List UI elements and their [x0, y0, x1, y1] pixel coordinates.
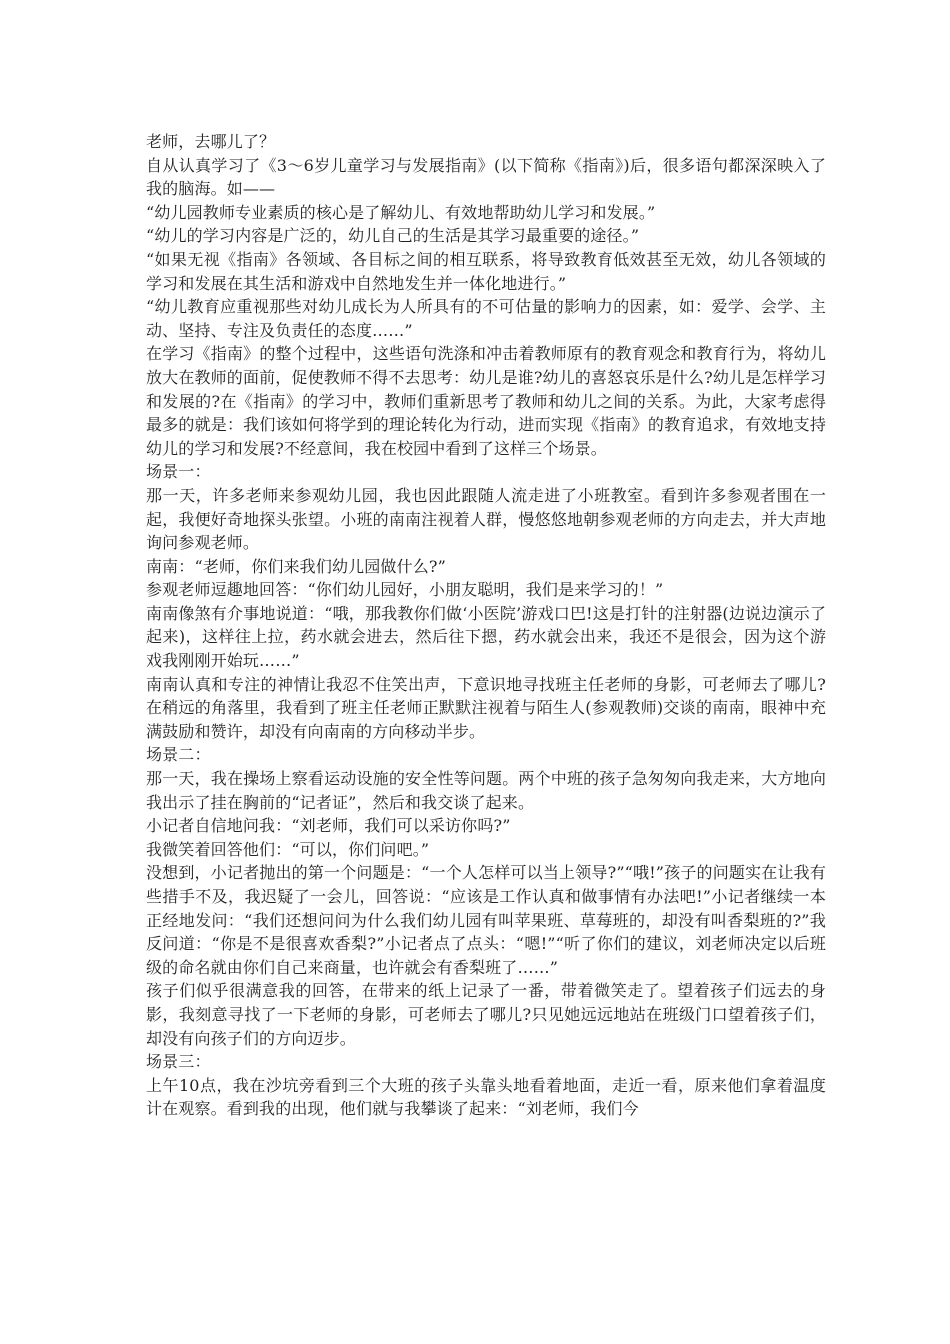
body-paragraph: 那一天，我在操场上察看运动设施的安全性等问题。两个中班的孩子急匆匆向我走来，大方地向我出示了挂在胸前的“记者证”，然后和我交谈了起来。: [146, 769, 826, 812]
body-paragraph: 孩子们似乎很满意我的回答，在带来的纸上记录了一番，带着微笑走了。望着孩子们远去的身影，我刻意寻找了一下老师的身影，可老师去了哪儿?只见她远远地站在班级门口望着孩子们，却没有向孩子们的方向迈步。: [146, 981, 826, 1048]
body-paragraph: 那一天，许多老师来参观幼儿园，我也因此跟随人流走进了小班教室。看到许多参观者围在一起，我便好奇地探头张望。小班的南南注视着人群，慢悠悠地朝参观老师的方向走去，并大声地询问参观老师。: [146, 485, 826, 553]
scene-three-heading: 场景三：: [146, 1052, 211, 1072]
document-body: [146, 130, 826, 1121]
dialogue-paragraph: 小记者自信地问我：“刘老师，我们可以采访你吗?”: [146, 816, 511, 836]
dialogue-paragraph: 参观老师逗趣地回答：“你们幼儿园好，小朋友聪明，我们是来学习的！”: [146, 580, 664, 600]
quote-paragraph: “幼儿教育应重视那些对幼儿成长为人所具有的不可估量的影响力的因素，如：爱学、会学、主动、坚持、专注及负责任的态度……”: [146, 297, 826, 340]
body-paragraph: 在学习《指南》的整个过程中，这些语句洗涤和冲击着教师原有的教育观念和教育行为，将幼儿放大在教师的面前，促使教师不得不去思考：幼儿是谁?幼儿的喜怒哀乐是什么?幼儿是怎样学习和发展的?在《指南》的学习中，教师们重新思考了教师和幼儿之间的关系。为此，大家考虑得最多的就是：我们该如何将学到的理论转化为行动，进而实现《指南》的教育追求，有效地支持幼儿的学习和发展?不经意间，我在校园中看到了这样三个场景。: [146, 344, 826, 458]
body-paragraph: 南南认真和专注的神情让我忍不住笑出声，下意识地寻找班主任老师的身影，可老师去了哪儿?在稍远的角落里，我看到了班主任老师正默默注视着与陌生人(参观教师)交谈的南南，眼神中充满鼓励和赞许，却没有向南南的方向移动半步。: [146, 674, 826, 741]
dialogue-paragraph: 南南：“老师，你们来我们幼儿园做什么?”: [146, 556, 446, 576]
quote-paragraph: “幼儿园教师专业素质的核心是了解幼儿、有效地帮助幼儿学习和发展。”: [146, 202, 656, 222]
quote-paragraph: “如果无视《指南》各领域、各目标之间的相互联系，将导致教育低效甚至无效，幼儿各领域的学习和发展在其生活和游戏中自然地发生并一体化地进行。”: [146, 249, 826, 293]
body-paragraph: 没想到，小记者抛出的第一个问题是：“一个人怎样可以当上领导?”“哦!”孩子的问题实在让我有些措手不及，我迟疑了一会儿，回答说：“应该是工作认真和做事情有办法吧!”小记者继续一本正经地发问：“我们还想问问为什么我们幼儿园有叫苹果班、草莓班的，却没有叫香梨班的?”我反问道：“你是不是很喜欢香梨?”小记者点了点头：“嗯!”“听了你们的建议，刘老师决定以后班级的命名就由你们自己来商量，也许就会有香梨班了……”: [146, 863, 826, 977]
dialogue-paragraph: 我微笑着回答他们：“可以，你们问吧。”: [146, 839, 430, 859]
document-title: 老师，去哪儿了？: [146, 132, 276, 151]
intro-paragraph: 自从认真学习了《3～6岁儿童学习与发展指南》(以下简称《指南》)后，很多语句都深深映入了我的脑海。如——: [146, 155, 826, 199]
body-paragraph: 上午10点，我在沙坑旁看到三个大班的孩子头靠头地看着地面，走近一看，原来他们拿着温度计在观察。看到我的出现，他们就与我攀谈了起来：“刘老师，我们今: [146, 1075, 826, 1119]
quote-paragraph: “幼儿的学习内容是广泛的，幼儿自己的生活是其学习最重要的途径。”: [146, 226, 640, 246]
scene-two-heading: 场景二：: [146, 745, 211, 765]
dialogue-paragraph: 南南像煞有介事地说道：“哦，那我教你们做‘小医院’游戏口巴!这是打针的注射器(边说边演示了起来)，这样往上拉，药水就会进去，然后往下摁，药水就会出来，我还不是很会，因为这个游戏我刚刚开始玩……”: [146, 603, 826, 671]
scene-one-heading: 场景一：: [146, 462, 211, 482]
